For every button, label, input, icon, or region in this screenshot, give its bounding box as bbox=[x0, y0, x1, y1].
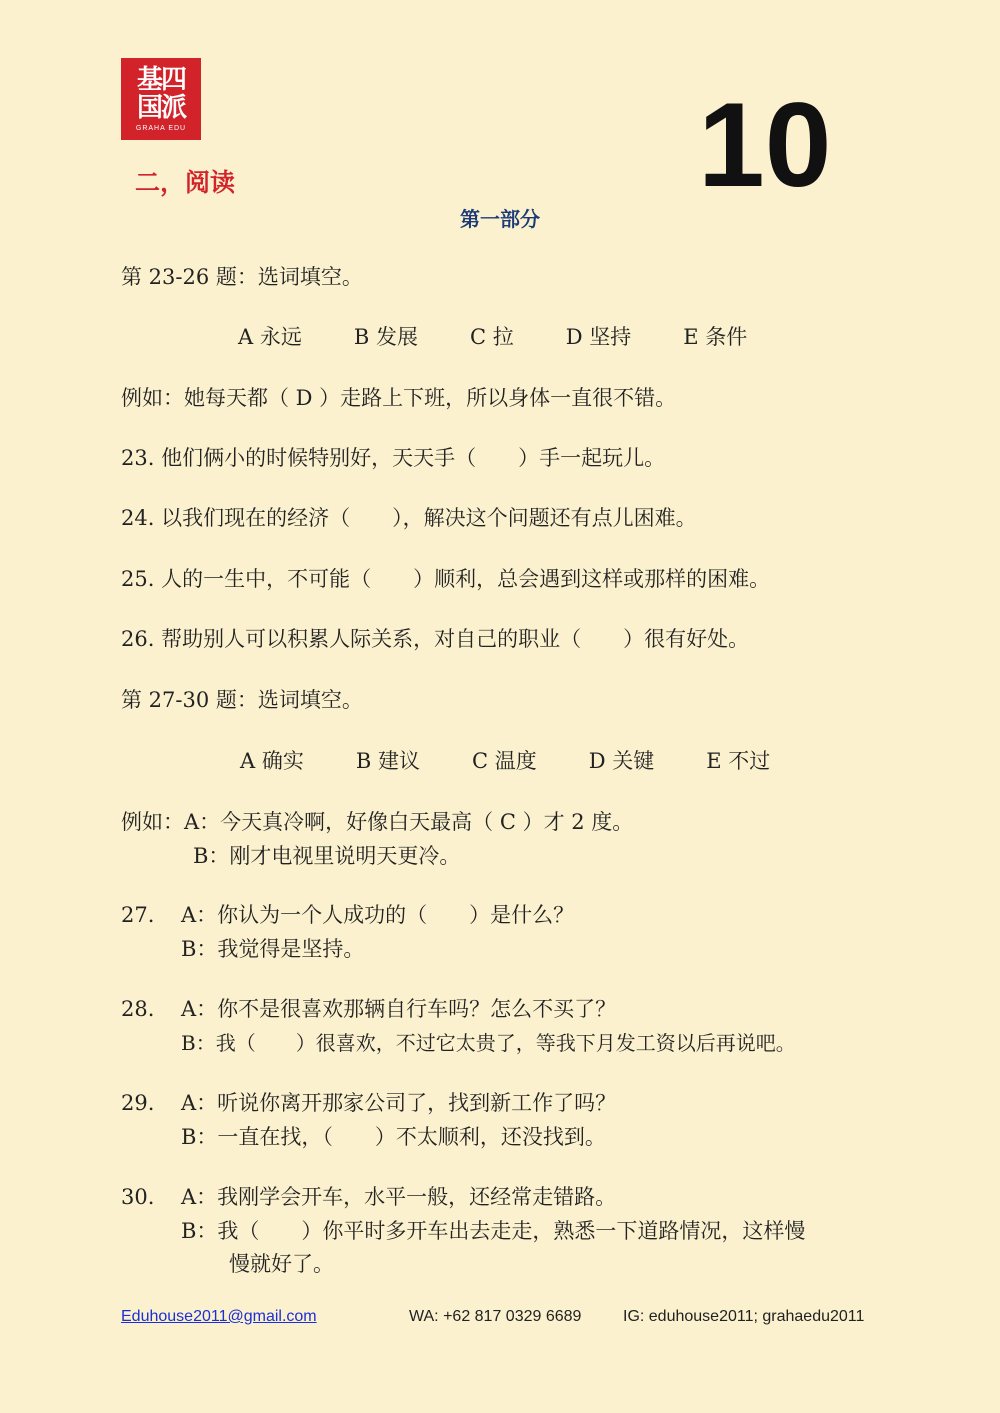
logo-subtitle: GRAHA EDU bbox=[135, 125, 187, 132]
group1-options bbox=[238, 322, 799, 352]
question-30-a: A：我刚学会开车，水平一般，还经常走错路。 bbox=[181, 1185, 617, 1209]
question-28-num: 28. bbox=[121, 997, 155, 1021]
question-25: 25. 人的一生中，不可能（ ）顺利，总会遇到这样或那样的困难。 bbox=[121, 567, 771, 591]
question-27-num: 27. bbox=[121, 903, 155, 927]
question-27-a: A：你认为一个人成功的（ ）是什么？ bbox=[181, 903, 575, 927]
footer-instagram: IG: eduhouse2011; grahaedu2011 bbox=[623, 1308, 865, 1325]
option-e: E 条件 bbox=[683, 325, 748, 349]
question-30-num: 30. bbox=[121, 1185, 155, 1209]
group2-example-a: 例如：A：今天真冷啊，好像白天最高（ C ）才 2 度。 bbox=[121, 810, 634, 834]
logo bbox=[121, 58, 201, 140]
question-27-b: B：我觉得是坚持。 bbox=[181, 937, 365, 961]
group2-example-b: B：刚才电视里说明天更冷。 bbox=[193, 844, 461, 868]
option-e: E 不过 bbox=[706, 749, 771, 773]
group1-instruction: 第 23-26 题：选词填空。 bbox=[121, 265, 363, 289]
logo-glyph-bottom: 国派 bbox=[136, 93, 185, 123]
question-28-b: B：我（ ）很喜欢，不过它太贵了，等我下月发工资以后再说吧。 bbox=[181, 1031, 796, 1055]
footer-whatsapp: WA: +62 817 0329 6689 bbox=[409, 1308, 582, 1325]
footer-email-link[interactable]: Eduhouse2011@gmail.com bbox=[121, 1308, 317, 1325]
group2-options bbox=[240, 746, 822, 776]
page-number: 10 bbox=[698, 78, 832, 212]
question-29-num: 29. bbox=[121, 1091, 155, 1115]
option-a: A 永远 bbox=[238, 325, 302, 349]
option-b: B 建议 bbox=[355, 749, 420, 773]
question-23: 23. 他们俩小的时候特别好，天天手（ ）手一起玩儿。 bbox=[121, 446, 666, 470]
question-30-c: 慢就好了。 bbox=[229, 1252, 334, 1276]
option-d: D 关键 bbox=[588, 749, 655, 773]
footer-email[interactable] bbox=[121, 1308, 317, 1326]
option-b: B 发展 bbox=[353, 325, 418, 349]
group1-example: 例如：她每天都（ D ）走路上下班，所以身体一直很不错。 bbox=[121, 386, 677, 410]
logo-glyph-top: 基四 bbox=[136, 65, 185, 95]
section-title: 二，阅读 bbox=[135, 168, 236, 197]
part-title: 第一部分 bbox=[460, 207, 540, 231]
group2-instruction: 第 27-30 题：选词填空。 bbox=[121, 688, 363, 712]
question-29-b: B：一直在找，（ ）不太顺利，还没找到。 bbox=[181, 1125, 606, 1149]
question-24: 24. 以我们现在的经济（ ），解决这个问题还有点儿困难。 bbox=[121, 506, 697, 530]
option-c: C 拉 bbox=[469, 325, 514, 349]
option-d: D 坚持 bbox=[565, 325, 632, 349]
question-29-a: A：听说你离开那家公司了，找到新工作了吗？ bbox=[181, 1091, 617, 1115]
question-30-b: B：我（ ）你平时多开车出去走走，熟悉一下道路情况，这样慢 bbox=[181, 1219, 806, 1243]
question-28-a: A：你不是很喜欢那辆自行车吗？怎么不买了？ bbox=[181, 997, 617, 1021]
question-26: 26. 帮助别人可以积累人际关系，对自己的职业（ ）很有好处。 bbox=[121, 627, 750, 651]
option-c: C 温度 bbox=[471, 749, 537, 773]
option-a: A 确实 bbox=[240, 749, 304, 773]
